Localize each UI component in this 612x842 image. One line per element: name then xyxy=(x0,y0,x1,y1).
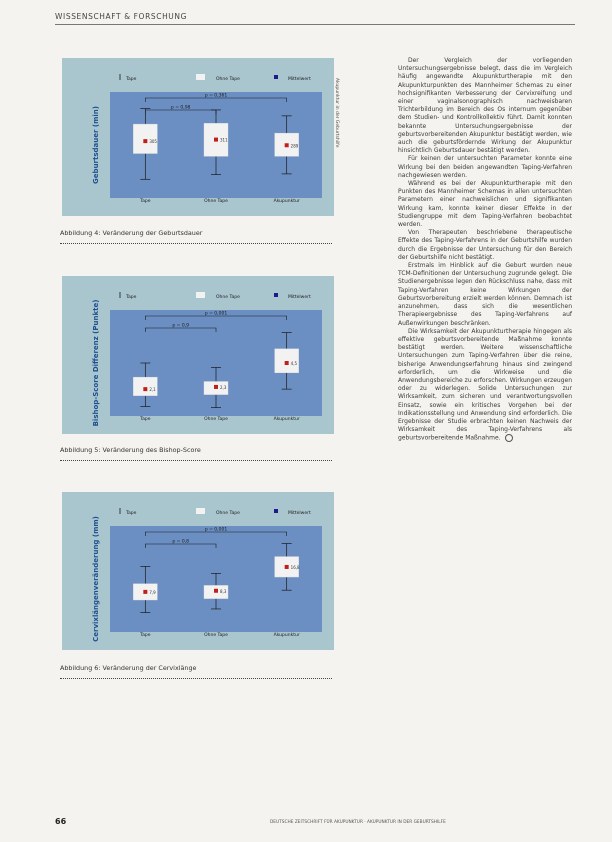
legend-mean-icon xyxy=(274,293,278,297)
mean-marker xyxy=(285,361,289,365)
figure-side-note: Akupunktur in der Geburtshilfe xyxy=(334,78,339,148)
mean-value-label: 7,9 xyxy=(149,589,156,595)
p-value-label: p = 0,9 xyxy=(172,323,189,329)
section-header: WISSENSCHAFT & FORSCHUNG xyxy=(55,12,188,21)
mean-marker xyxy=(143,387,147,391)
paragraph: Für keinen der untersuchten Parameter konnte eine Wirkung bei den beiden angewandten Taping-Verfahren nachgewiesen werden. xyxy=(398,155,572,179)
paragraph: Erstmals im Hinblick auf die Geburt wurden neue TCM-Definitionen der Untersuchung zugrunde gelegt. Die Studienergebnisse legen den Rückschluss nahe, dass mit Taping-Verfahren keine Wirkungen der Geburtsvorbereitung erzielt werden können. Demnach ist anzunehmen, dass sich die wesentlichen Therapieergebnisse des Taping-Verfahrens auf Außenwirkungen beschränken. xyxy=(398,262,572,327)
mean-marker xyxy=(285,143,289,147)
header-rule xyxy=(55,24,575,25)
x-tick-label: Ohne Tape xyxy=(204,199,228,204)
end-of-article-icon xyxy=(505,434,513,442)
paragraph-text: Die Wirksamkeit der Akupunkturtherapie hingegen als effektive geburtsvorbereitende Maßnahme konnte bestätigt werden. Weitere wissenschaftliche Untersuchungen zum Taping-Verfahren über die reine, bisherige Anwendungserfahrung hinaus sind zwingend erforderlich, um die Wirkweise und die Anwendungsbereiche zu erforschen. Wirkungen erzeugen oder zu widerlegen. Solide Untersuchungen zur Wirksamkeit, zum sicheren und verantwortungsvollen Einsatz, sowie ein kritisches Vorgehen bei der Indikationsstellung und Anwendung sind erforderlich. Die Ergebnisse der Studie erbrachten keinen Nachweis der Wirksamkeit des Taping-Verfahrens als geburtsvorbereitende Maßnahme. xyxy=(398,327,572,442)
y-axis-label: Cervixlängenveränderung (mm) xyxy=(92,516,100,642)
x-tick-label: Akupunktur xyxy=(273,633,300,638)
figure-2 xyxy=(62,276,334,434)
y-axis-label: Geburtsdauer (min) xyxy=(92,106,100,184)
legend-label: Tape xyxy=(126,77,137,82)
figure-3 xyxy=(62,492,334,650)
mean-marker xyxy=(285,565,289,569)
article-column xyxy=(398,57,572,443)
legend-label: Ohne Tape xyxy=(216,511,240,516)
caption-rule xyxy=(60,243,332,244)
legend-box-icon xyxy=(196,74,205,80)
x-tick-label: Ohne Tape xyxy=(204,417,228,422)
figure-1 xyxy=(62,58,334,216)
page-number: 66 xyxy=(55,817,67,826)
mean-value-label: 8,3 xyxy=(220,588,227,594)
p-value-label: p = 0,001 xyxy=(204,311,228,317)
mean-marker xyxy=(214,385,218,389)
legend-label: Tape xyxy=(126,295,137,300)
x-tick-label: Akupunktur xyxy=(273,199,300,204)
legend-box-icon xyxy=(196,292,205,298)
legend-mean-icon xyxy=(274,75,278,79)
y-axis-label: Bishop-Score Differenz (Punkte) xyxy=(92,299,100,427)
mean-value-label: 305 xyxy=(149,139,157,145)
mean-value-label: 4,5 xyxy=(290,361,298,366)
mean-value-label: 16,8 xyxy=(290,564,300,570)
paragraph-final xyxy=(398,328,572,443)
figure-1-caption: Abbildung 4: Veränderung der Geburtsdauer xyxy=(60,229,203,237)
caption-rule xyxy=(60,678,332,679)
legend-label: Tape xyxy=(126,511,137,516)
legend-label: Mittelwert xyxy=(288,511,311,516)
legend-box-icon xyxy=(196,508,205,514)
paragraph: Der Vergleich der vorliegenden Untersuchungsergebnisse belegt, dass die im Vergleich häufig angewandte Akupunkturtherapie mit den Akupunkturpunkten des Mannheimer Schemas zu einer hochsignifikanten Verbesserung der Cervixreifung und einer vaginalsonographisch nachweisbaren Trichterbildung im Bereich des Os internum gegenüber dem Studien- und Kontrollkollektiv führt. Damit konnten bekannte Untersuchungsergebnisse der geburtsvorbereitenden Akupunktur bestätigt werden, wie auch die geburtsfördernde Wirkung der Akupunktur hinsichtlich Geburtsdauer bestätigt werden. xyxy=(398,57,572,155)
legend-mean-icon xyxy=(274,509,278,513)
mean-value-label: 2,3 xyxy=(220,384,227,390)
legend-label: Mittelwert xyxy=(288,295,311,300)
p-value-label: p = 0,001 xyxy=(204,527,228,533)
legend-label: Mittelwert xyxy=(288,77,311,82)
mean-marker xyxy=(143,590,147,594)
footer: DEUTSCHE ZEITSCHRIFT FÜR AKUPUNKTUR · AKUPUNKTUR IN DER GEBURTSHILFE xyxy=(270,820,446,825)
chart-geburtsdauer xyxy=(90,70,330,210)
mean-marker xyxy=(143,139,147,143)
x-tick-label: Akupunktur xyxy=(273,417,300,422)
p-value-label: p = 0,98 xyxy=(170,105,191,111)
mean-value-label: 289 xyxy=(290,143,299,149)
mean-marker xyxy=(214,138,218,142)
chart-bishop-score xyxy=(90,288,330,428)
p-value-label: p = 0,8 xyxy=(172,539,189,545)
x-tick-label: Ohne Tape xyxy=(204,633,228,638)
legend-label: Ohne Tape xyxy=(216,77,240,82)
x-tick-label: Tape xyxy=(140,633,151,638)
x-tick-label: Tape xyxy=(140,417,151,422)
paragraph: Während es bei der Akupunkturtherapie mit den Punkten des Mannheimer Schemas in allen untersuchten Parametern einer nachweislichen und signifikanten Wirkung kam, konnte keiner dieser Effekte in der Studiengruppe mit dem Taping-Verfahren beobachtet werden. xyxy=(398,180,572,229)
mean-value-label: 2,1 xyxy=(149,387,156,393)
caption-rule xyxy=(60,460,332,461)
mean-value-label: 311 xyxy=(220,137,228,143)
paragraph: Von Therapeuten beschriebene therapeutische Effekte des Taping-Verfahrens in der Geburtshilfe wurden durch die Ergebnisse der Untersuchung für den Bereich der Geburtshilfe nicht bestätigt. xyxy=(398,229,572,261)
mean-marker xyxy=(214,589,218,593)
x-tick-label: Tape xyxy=(140,199,151,204)
chart-cervixlaenge xyxy=(90,504,330,644)
figure-2-caption: Abbildung 5: Veränderung des Bishop-Score xyxy=(60,446,201,454)
legend-label: Ohne Tape xyxy=(216,295,240,300)
p-value-label: p = 0,361 xyxy=(204,93,228,99)
figure-3-caption: Abbildung 6: Veränderung der Cervixlänge xyxy=(60,664,197,672)
